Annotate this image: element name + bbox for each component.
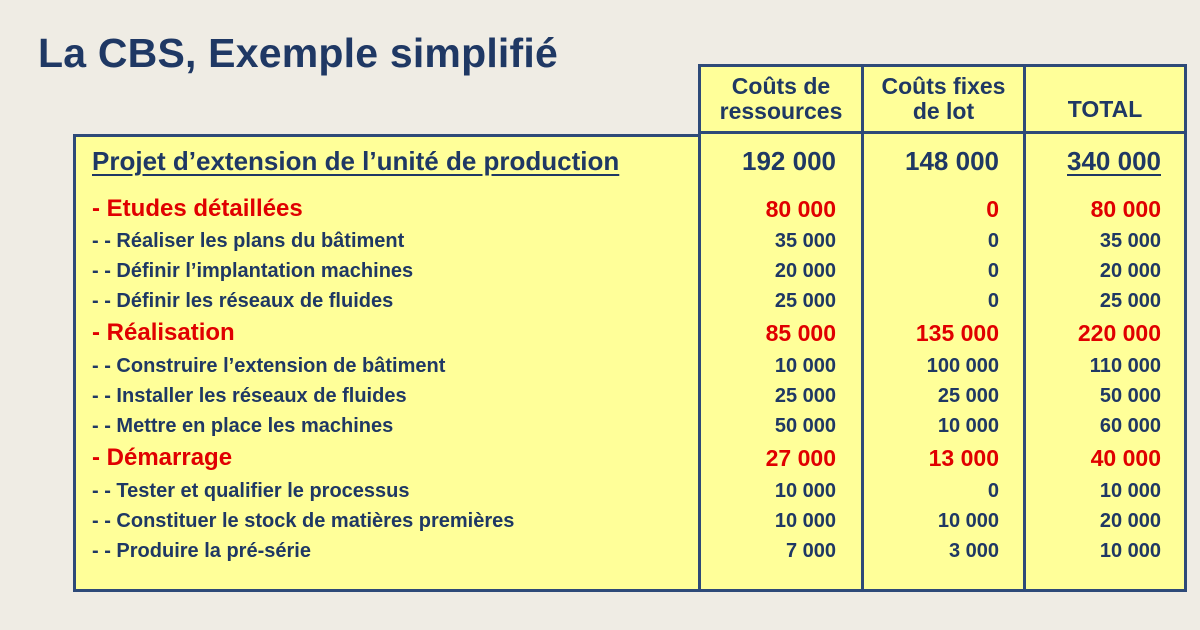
table-row: [0, 226, 1200, 256]
table-row: [0, 411, 1200, 441]
header-fixed-line1: Coûts fixes: [881, 73, 1006, 99]
row-fixed: 10 000: [937, 510, 999, 532]
row-total: 20 000: [1099, 260, 1161, 282]
row-label: - - Produire la pré-série: [92, 540, 311, 562]
row-label: - - Mettre en place les machines: [92, 415, 394, 437]
row-label: - - Construire l’extension de bâtiment: [92, 355, 446, 377]
header-fixed-costs: [864, 67, 1023, 131]
header-divider: [698, 131, 1187, 134]
row-total: 80 000: [1090, 196, 1161, 222]
row-label: - Etudes détaillées: [92, 195, 303, 222]
row-fixed: 0: [986, 196, 999, 222]
table-row: [0, 476, 1200, 506]
row-label: - - Tester et qualifier le processus: [92, 480, 410, 502]
row-total: 20 000: [1099, 510, 1161, 532]
row-total: 220 000: [1077, 320, 1161, 346]
header-fixed-line2: de lot: [912, 98, 975, 124]
table-row: [0, 194, 1200, 224]
table-row: [0, 506, 1200, 536]
table-row: [0, 318, 1200, 348]
row-label: - - Définir l’implantation machines: [92, 260, 414, 282]
row-total: 50 000: [1099, 385, 1161, 407]
row-label: - Démarrage: [92, 444, 233, 471]
row-fixed: 0: [987, 260, 999, 282]
project-row: [0, 146, 1200, 176]
row-fixed: 3 000: [948, 540, 999, 562]
header-total: [1026, 67, 1184, 131]
row-resources: 25 000: [774, 385, 836, 407]
row-total: 35 000: [1099, 230, 1161, 252]
row-resources: 7 000: [785, 540, 836, 562]
header-resources-line1: Coûts de: [731, 73, 831, 99]
row-label: - - Définir les réseaux de fluides: [92, 290, 394, 312]
table-row: [0, 443, 1200, 473]
project-fixed: 148 000: [905, 146, 999, 176]
row-total: 10 000: [1099, 480, 1161, 502]
row-resources: 10 000: [774, 480, 836, 502]
row-label: - - Réaliser les plans du bâtiment: [92, 230, 405, 252]
row-resources: 20 000: [774, 260, 836, 282]
row-fixed: 0: [987, 480, 999, 502]
row-resources: 10 000: [774, 510, 836, 532]
project-total: 340 000: [1067, 146, 1161, 176]
row-resources: 10 000: [774, 355, 836, 377]
row-resources: 80 000: [765, 196, 836, 222]
row-label: - - Installer les réseaux de fluides: [92, 385, 407, 407]
row-fixed: 10 000: [937, 415, 999, 437]
row-resources: 85 000: [765, 320, 836, 346]
project-label: Projet d’extension de l’unité de production: [92, 146, 620, 176]
row-fixed: 13 000: [928, 445, 999, 471]
row-fixed: 100 000: [926, 355, 999, 377]
table-row: [0, 536, 1200, 566]
row-resources: 27 000: [765, 445, 836, 471]
row-total: 110 000: [1089, 355, 1161, 377]
header-resources-line2: ressources: [719, 98, 843, 124]
row-total: 40 000: [1090, 445, 1161, 471]
row-label: - Réalisation: [92, 319, 235, 346]
header-resources: [701, 67, 861, 131]
row-total: 10 000: [1099, 540, 1161, 562]
row-resources: 35 000: [774, 230, 836, 252]
table-row: [0, 351, 1200, 381]
row-label: - - Constituer le stock de matières premières: [92, 510, 515, 532]
row-fixed: 135 000: [915, 320, 999, 346]
table-row: [0, 286, 1200, 316]
row-resources: 25 000: [774, 290, 836, 312]
table-row: [0, 256, 1200, 286]
header-total-label: TOTAL: [1067, 95, 1143, 122]
row-fixed: 0: [987, 290, 999, 312]
row-fixed: 25 000: [937, 385, 999, 407]
table-row: [0, 381, 1200, 411]
row-total: 60 000: [1099, 415, 1161, 437]
page-title: La CBS, Exemple simplifié: [38, 30, 558, 76]
row-resources: 50 000: [774, 415, 836, 437]
project-resources: 192 000: [742, 146, 836, 176]
row-total: 25 000: [1099, 290, 1161, 312]
row-fixed: 0: [987, 230, 999, 252]
